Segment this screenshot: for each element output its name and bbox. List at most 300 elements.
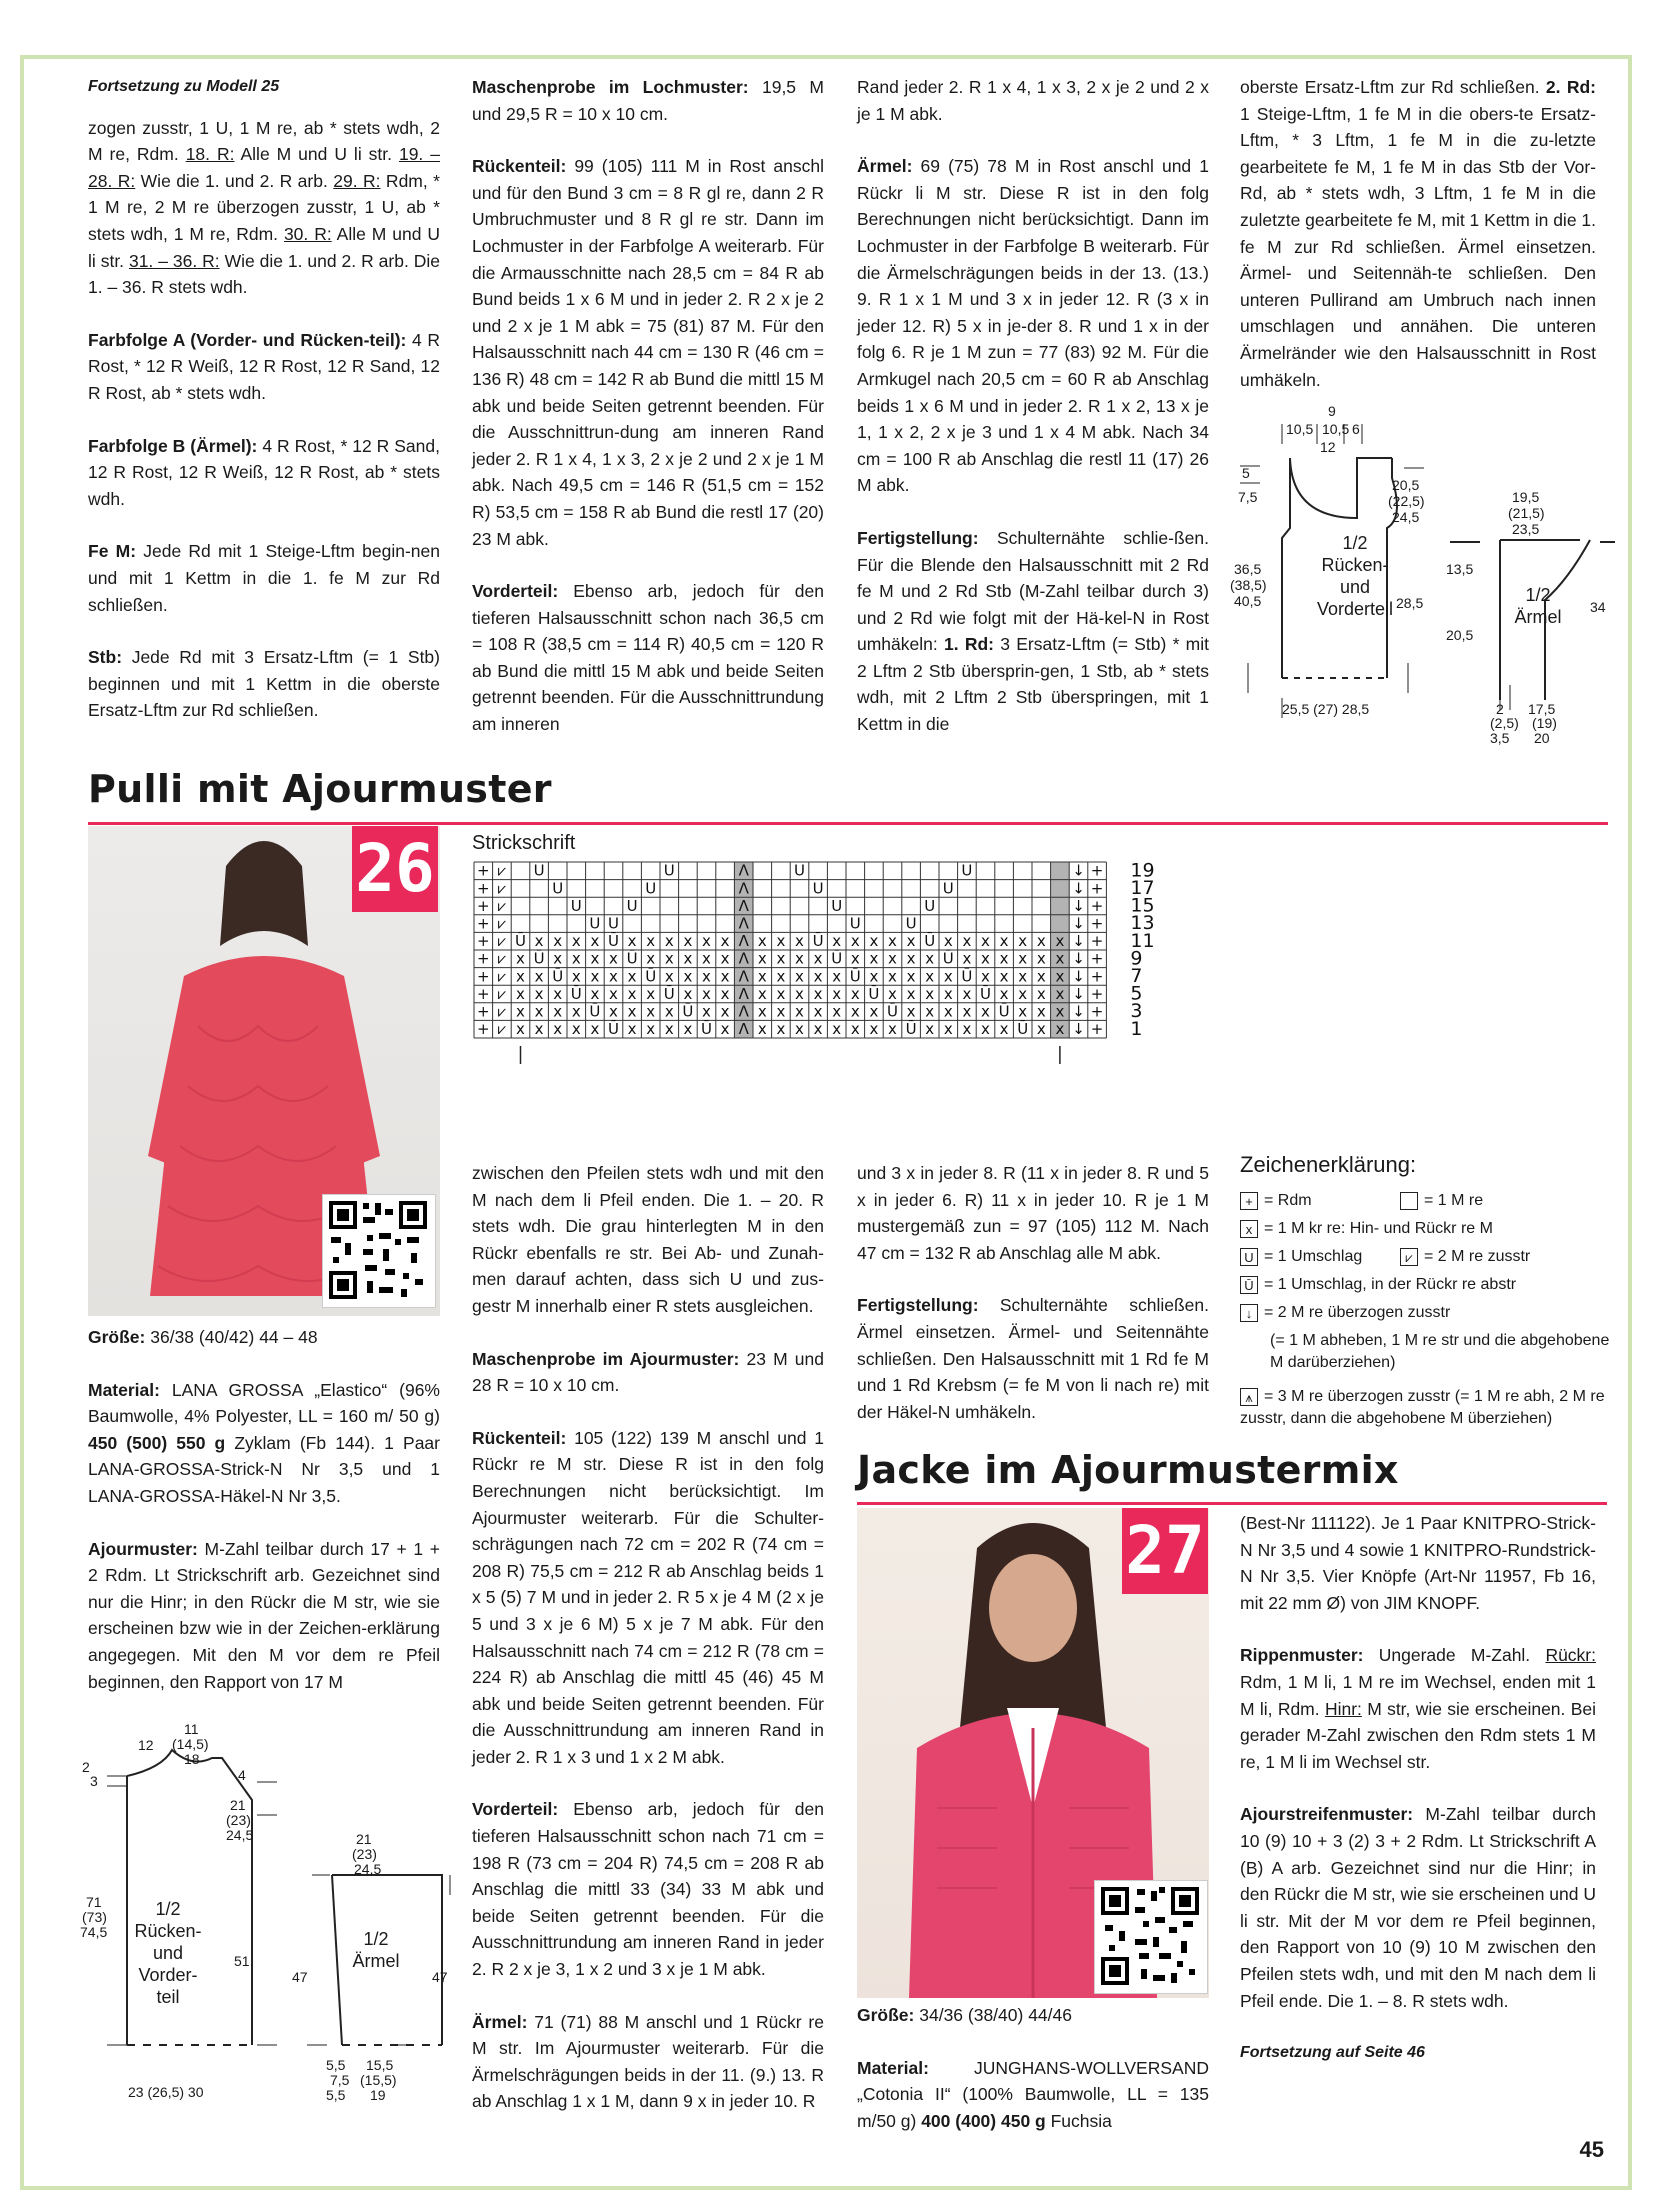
chart-symbol: Ū (1017, 1020, 1029, 1039)
edge-stitch-symbol: + (1240, 1192, 1258, 1210)
chart-symbol: Ū (812, 932, 824, 951)
chart-symbol: U (905, 914, 917, 933)
s26s-b6: 19 (370, 2087, 386, 2103)
chart-symbol: + (1090, 861, 1104, 880)
page-number: 45 (1579, 2137, 1604, 2162)
chart-symbol: x (981, 949, 990, 968)
schema-label: 1/2 Rücken- und Vorderteil (1316, 533, 1394, 619)
chart-symbol: + (1090, 879, 1104, 898)
chart-symbol: + (477, 932, 490, 951)
knit-symbol (1400, 1192, 1418, 1210)
legend-kr: x = 1 M kr re: Hin- und Rückr re M (1240, 1218, 1493, 1240)
aermel-25: Ärmel: 69 (75) 78 M in Rost anschl und 1 Rückr li M str. Diese R ist in den folg Berechnungen nicht berücksichtigt. Dann im Lochmuster in der Farbfolge B weiterarb. Für die Ärmelschrägungen beids in der 13. (13.) 9. R 1 x 1 M und 3 x in jeder 12. R (3 x in jeder 12. R) 5 x in je-der 8. R und 1 x in der folg 6. R je 1 M zun = 77 (83) 92 M. Für die Armkugel nach 20,5 cm = 60 R ab Anschlag beids 1 x 6 M und in jeder 2. R 1 x 2, 13 x je 1, 1 x 2, 2 x je 3 und 1 x 4 M abk. Nach 34 cm = 100 R ab Anschlag die restl 11 (17) 26 M abk. (857, 156, 1209, 496)
chart-symbol: x (720, 984, 730, 1003)
chart-row-number: 19 (1130, 860, 1155, 882)
s26-l2: 3 (90, 1773, 98, 1789)
s26s-r: 47 (432, 1969, 448, 1985)
chart-symbol: x (1036, 932, 1046, 951)
col2-top (472, 74, 824, 764)
dim-bottom: 25,5 (27) 28,5 (1282, 701, 1370, 717)
dim-top5: 12 (1320, 439, 1336, 455)
chart-symbol: x (981, 1002, 990, 1021)
sleeve25-t1: 19,5 (1512, 489, 1540, 505)
chart-symbol: x (795, 967, 804, 986)
sleeve25-l1: 13,5 (1446, 561, 1474, 577)
chart-symbol: x (850, 932, 860, 951)
chart-symbol: Ū (961, 967, 973, 986)
farbfolge-b: Farbfolge B (Ärmel): 4 R Rost, * 12 R Sand, 12 R Rost, 12 R Weiß, 12 R Rost, ab * stets wdh. (88, 435, 440, 509)
chart-symbol: + (477, 1020, 490, 1039)
chart-symbol: x (776, 967, 786, 986)
chart-symbol: + (1090, 896, 1104, 915)
chart-symbol: + (1090, 984, 1104, 1003)
sk2p-symbol: ⩚ (1240, 1388, 1258, 1406)
legend-rdm: + = Rdm (1240, 1190, 1312, 1212)
col4-top (1240, 74, 1596, 419)
chart-symbol: ↓ (1072, 949, 1085, 968)
rueckenteil-25: Rückenteil: 99 (105) 111 M in Rost anschl und für den Bund 3 cm = 8 R gl re, dann 2 R Umbruchmuster und 8 R gl re str. Dann im Lochmuster in der Farbfolge A weiterarb. Für die Armausschnitte nach 28,5 cm = 84 R ab Bund beids 1 x 6 M und in jeder 2. R 2 x je 2 und 2 x je 1 M abk = 75 (81) 87 M. Für den Halsausschnitt nach 44 cm = 130 R (46 cm = 136 R) 48 cm = 142 R ab Bund die mittl 15 M abk und beide Seiten getrennt beenden. Für die Ausschnittrun-dung am inneren Rand jeder 2. R 1 x 4, 1 x 3, 2 x je 2 und 2 x je 1 M abk. Nach 49,5 cm = 146 R (51,5 cm = 152 R) 53,5 cm = 158 R ab Bund die restl 17 (20) 23 M abk. (472, 156, 824, 549)
chart-row-number: 5 (1130, 982, 1143, 1005)
chart-title: Strickschrift (472, 832, 576, 854)
chart-symbol: x (571, 1002, 581, 1021)
chart-symbol: + (477, 1002, 490, 1021)
chart-symbol: x (981, 932, 990, 951)
sleeve25-t3: 23,5 (1512, 521, 1540, 537)
rapport-text: zwischen den Pfeilen stets wdh und mit den M nach dem li Pfeil enden. Die 1. – 20. R stets wdh. Die grau hinterlegten M in den Rückr ebenfalls re str. Bei Ab- und Zunah-men darauf achten, dass sich U und zus-gestr M innerhalb einer R stets ausgleichen. (472, 1163, 824, 1316)
chart-symbol: U (645, 879, 657, 898)
chart-symbol: x (962, 949, 972, 968)
s26s-b2: 7,5 (330, 2072, 350, 2088)
s26-l3: 71 (86, 1894, 102, 1910)
col1-top (88, 74, 440, 750)
chart-symbol: U (942, 879, 954, 898)
dim-top3: 10,5 (1322, 421, 1350, 437)
chart-symbol: x (664, 1002, 674, 1021)
chart-symbol: x (516, 949, 525, 968)
chart-symbol: x (1036, 984, 1046, 1003)
chart-row-number: 17 (1130, 877, 1155, 900)
legend-ueb: ↓ = 2 M re überzogen zusstr (1240, 1302, 1450, 1324)
s26-t1: 11 (184, 1721, 199, 1737)
chart-symbol: x (720, 1020, 730, 1039)
chart-symbol: x (962, 1020, 972, 1039)
chart-symbol: ↓ (1072, 1002, 1085, 1021)
chart-symbol: x (757, 1020, 767, 1039)
chart-symbol: U (812, 879, 824, 898)
maschenprobe-26: Maschenprobe im Ajourmuster: 23 M und 28 R = 10 x 10 cm. (472, 1348, 824, 1396)
chart-symbol: x (609, 949, 618, 968)
chart-symbol: x (962, 1002, 972, 1021)
legend-ueb-note: (= 1 M abheben, 1 M re str und die abgehobene M darüberziehen) (1270, 1332, 1610, 1371)
chart-symbol: x (571, 1020, 581, 1039)
chart-row-number: 9 (1130, 947, 1143, 970)
chart-symbol: x (720, 967, 730, 986)
chart-symbol: Ū (942, 949, 954, 968)
k2tog-symbol: ⩗ (1400, 1248, 1418, 1266)
chart-symbol: x (646, 984, 656, 1003)
s26-t3: 18 (184, 1751, 200, 1767)
ajourmuster-26: Ajourmuster: M-Zahl teilbar durch 17 + 1 + 2 Rdm. Lt Strickschrift arb. Gezeichnet sind nur die Hinr; in den Rückr die M str, wie sie erscheinen bzw wie in der Zeichen-erklärung angegegen. Mit den M vor dem re Pfeil beginnen, den Rapport von 17 M (88, 1538, 440, 1692)
qr-code-27-image (1095, 1881, 1205, 1991)
chart-symbol: x (943, 1002, 953, 1021)
chart-symbol: x (943, 984, 953, 1003)
chart-symbol: x (925, 984, 935, 1003)
chart-grey-cell (1051, 915, 1070, 933)
chart-symbol: x (702, 967, 711, 986)
chart-symbol: U (533, 861, 545, 880)
chart-grey-cell (1051, 862, 1070, 880)
chart-symbol: Λ (738, 861, 749, 880)
chart-symbol: x (516, 967, 525, 986)
rueckenteil-26: Rückenteil: 105 (122) 139 M anschl und 1 Rückr re M str. Diese R ist in den folg Berechnungen nicht berücksichtigt. Im Ajourmuster weiterarb. Für die Schulter-schrägungen nach 72 cm = 202 R (74 cm = 208 R) 75,5 cm = 212 R ab Anschlag beids 1 x 5 (5) 7 M und in jeder 2. R 5 x je 4 M (2 x je 5 und 3 x je 6 M) 5 x je 7 M abk. Für den Halsausschnitt nach 74 cm = 212 R (78 cm = 224 R) ab Anschlag die mittl 45 (46) 45 M abk und beide Seiten getrennt beenden. Für die Ausschnittrundung am inneren Rand in jeder 2. R 1 x 3 und 1 x 2 M abk. (472, 1427, 824, 1767)
chart-symbol: x (906, 984, 916, 1003)
chart-symbol: x (832, 1020, 842, 1039)
chart-symbol: x (646, 1020, 656, 1039)
chart-symbol: x (813, 949, 823, 968)
fertigstellung-25: Fertigstellung: Schulternähte schlie-ßen. Für die Blende den Halsausschnitt mit 2 Rd fe M und 2 Rd Stb (M-Zahl teilbar durch 3) und 2 Rd wie folgt mit der Hä-kel-N in Rost umhäkeln: 1. Rd: 3 Ersatz-Lftm (= Stb) * mit 2 Lftm 2 Stb übersprin-gen, 1 Stb, ab * stets wdh, mit 2 Lftm 2 Stb überspringen, mit 1 Kettm in die (857, 527, 1209, 735)
chart-symbol: x (813, 1002, 823, 1021)
chart-symbol: ↓ (1072, 1020, 1085, 1039)
chart-symbol: U (608, 914, 619, 933)
chart-symbol: x (943, 967, 953, 986)
chart-row-number: 1 (1130, 1017, 1143, 1040)
chart-symbol: x (795, 1020, 804, 1039)
legend-re: = 1 M re (1400, 1190, 1483, 1212)
chart-symbol: U (663, 861, 675, 880)
chart-symbol: x (832, 1002, 842, 1021)
s26s-b4: 15,5 (366, 2057, 394, 2073)
chart-symbol: ↓ (1072, 896, 1085, 915)
chart-symbol: x (571, 932, 581, 951)
chart-symbol: Ū (887, 1002, 898, 1021)
chart-symbol: + (477, 896, 490, 915)
chart-symbol: x (1055, 984, 1065, 1003)
s26s-t2: (23) (352, 1846, 377, 1862)
chart-symbol: x (795, 932, 804, 951)
chart-symbol: x (1036, 1002, 1046, 1021)
chart-symbol: x (869, 949, 879, 968)
chart-symbol: Λ (738, 879, 749, 898)
chart-symbol: x (627, 932, 637, 951)
chart-symbol: x (590, 932, 600, 951)
chart-symbol: ↓ (1072, 861, 1085, 880)
chart-symbol: U (794, 861, 805, 880)
chart-symbol: Ū (682, 1002, 694, 1021)
s26s-b5: (15,5) (360, 2072, 397, 2088)
chart-symbol: x (720, 949, 730, 968)
size-27: Größe: 34/36 (38/40) 44/46 (857, 2005, 1072, 2025)
chart-symbol: x (1018, 984, 1028, 1003)
chart-symbol: x (590, 984, 600, 1003)
sleeve25-b4: 17,5 (1528, 701, 1556, 717)
chart-symbol: + (477, 967, 490, 986)
chart-symbol: x (925, 967, 935, 986)
chart-row-number: 3 (1130, 1000, 1143, 1023)
chart-symbol: Λ (738, 967, 749, 986)
chart-symbol: ⩗ (497, 967, 507, 986)
chart-symbol: x (720, 1002, 730, 1021)
chart-symbol: x (888, 949, 897, 968)
chart-symbol: x (646, 949, 656, 968)
farbfolge-a: Farbfolge A (Vorder- und Rücken-teil): 4 R Rost, * 12 R Weiß, 12 R Rost, 12 R Sand, 12 R Rost, ab * stets wdh. (88, 329, 440, 403)
chart-symbol: x (1018, 1002, 1028, 1021)
chart-symbol: x (943, 932, 953, 951)
chart-symbol: x (571, 967, 581, 986)
chart-symbol: + (477, 914, 490, 933)
chart-symbol: x (888, 932, 897, 951)
m27-col3 (857, 2002, 1209, 2160)
s26s-label: 1/2 Ärmel (352, 1929, 400, 1971)
chart-symbol: Ū (570, 984, 582, 1003)
chart-symbol: x (962, 984, 972, 1003)
chart-symbol: Ū (515, 932, 526, 951)
dim-l1: 5 (1242, 465, 1250, 481)
chart-symbol: x (757, 949, 767, 968)
chart-symbol: x (627, 1002, 637, 1021)
chart-symbol: Ū (998, 1002, 1010, 1021)
chart-symbol: Ū (980, 984, 991, 1003)
chart-symbol: x (1055, 1002, 1065, 1021)
s26-r2: 21 (230, 1797, 246, 1813)
fertigstellung-26: Fertigstellung: Schulternähte schließen. Ärmel einsetzen. Ärmel- und Seitennähte schließen. Den Halsausschnitt mit 1 Rd fe M und 1 Rd Krebsm (= fe M von li nach re) mit der Häkel-N umhäkeln. (857, 1295, 1209, 1422)
chart-symbol: + (477, 984, 490, 1003)
legend-u2: Ū = 1 Umschlag, in der Rückr re abstr (1240, 1274, 1516, 1296)
dim-l2: 7,5 (1238, 489, 1258, 505)
chart-symbol: U (570, 896, 582, 915)
col3-top (857, 74, 1209, 764)
chart-symbol: Ū (868, 984, 880, 1003)
s26s-l: 47 (292, 1969, 308, 1985)
chart-symbol: + (477, 949, 490, 968)
chart-symbol: x (1055, 1020, 1065, 1039)
chart-symbol: x (757, 984, 767, 1003)
chart-symbol: x (702, 949, 711, 968)
chart-symbol: x (534, 932, 544, 951)
chart-symbol: Ū (831, 949, 843, 968)
qr-code-27 (1094, 1880, 1208, 1994)
chart-symbol: x (999, 932, 1009, 951)
chart-symbol: x (795, 949, 804, 968)
chart-symbol: Ū (608, 932, 619, 951)
chart-row-number: 7 (1130, 965, 1143, 988)
chart-symbol: x (943, 1020, 953, 1039)
chart-symbol: Ū (533, 949, 545, 968)
chart-symbol: x (850, 1020, 860, 1039)
chart-symbol: Ū (552, 967, 564, 986)
sleeve25-b2: (2,5) (1490, 715, 1519, 731)
chart-symbol: x (925, 949, 935, 968)
chart-symbol: Ū (905, 1020, 917, 1039)
dim-r1: 20,5 (1392, 477, 1420, 493)
dim-l3: 36,5 (1234, 561, 1262, 577)
rippenmuster-27: Rippenmuster: Ungerade M-Zahl. Rückr: Rdm, 1 M li, 1 M re im Wechsel, enden mit 1 M li, Rdm. Hinr: M str, wie sie erscheinen. Bei gerader M-Zahl zwischen den Rdm stets 1 M re, 1 M li im Wechsel str. (1240, 1645, 1596, 1772)
chart-symbol: x (664, 967, 674, 986)
chart-symbol: x (646, 1002, 656, 1021)
s26-label: 1/2 Rücken- und Vorder- teil (134, 1899, 202, 2007)
chart-symbol: x (813, 984, 823, 1003)
pattern-rows-text: zogen zusstr, 1 U, 1 M re, ab * stets wdh, 2 M re, Rdm. 18. R: Alle M und U li str. 19. – 28. R: Wie die 1. und 2. R arb. 29. R: Rdm, * 1 M re, 2 M re überzogen zusstr, 1 U, ab * stets wdh, 1 M re, Rdm. 30. R: Alle M und U li str. 31. – 36. R: Wie die 1. und 2. R arb. Die 1. – 36. R stets wdh. (88, 117, 440, 298)
s26s-t1: 21 (356, 1831, 372, 1847)
chart-symbol: x (553, 1002, 563, 1021)
chart-symbol: x (888, 984, 897, 1003)
s26-r5: 51 (234, 1953, 250, 1969)
chart-symbol: x (776, 932, 786, 951)
chart-symbol: x (553, 1020, 563, 1039)
m27-col4 (1240, 1510, 1596, 2067)
dim-l4: (38,5) (1230, 577, 1267, 593)
knitting-chart (470, 860, 1470, 1110)
chart-symbol: ⩗ (497, 932, 507, 951)
chart-symbol: ⩗ (497, 1002, 507, 1021)
chart-symbol: x (646, 932, 656, 951)
chart-symbol: Ū (701, 1020, 712, 1039)
ajourstreifen-27: Ajourstreifenmuster: M-Zahl teilbar durch 10 (9) 10 + 3 (2) 3 + 2 Rdm. Lt Strickschrift A (B) A arb. Gezeichnet sind nur die Hinr; in den Rückr die M str, wie sie erscheinen und U li str. Mit der M vor dem re Pfeil beginnen, den Rapport von 10 (9) 10 M zwischen den Pfeilen stets wdh, und mit den M nach dem li Pfeil ende. Die 1. – 8. R stets wdh. (1240, 1804, 1596, 2011)
chart-symbol: x (664, 949, 674, 968)
chart-symbol: x (534, 984, 544, 1003)
material-27-cont: (Best-Nr 111122). Je 1 Paar KNITPRO-Strick-N Nr 3,5 und 4 sowie 1 KNITPRO-Rundstrick-N Nr 3,5. Vier Knöpfe (Art-Nr 11957, Fb 16, mit 22 mm Ø) von JIM KNOPF. (1240, 1513, 1596, 1613)
sleeve25-b6: 20 (1534, 730, 1550, 746)
chart-symbol: x (906, 932, 916, 951)
chart-symbol: Λ (738, 914, 749, 933)
fe-m-text: Fe M: Jede Rd mit 1 Steige-Lftm begin-nen und mit 1 Kettm in die 1. fe M zur Rd schließen. (88, 541, 440, 615)
model-26-title: Pulli mit Ajourmuster (88, 767, 552, 811)
chart-symbol: + (1090, 967, 1104, 986)
chart-symbol: x (627, 967, 637, 986)
s26-t4: 12 (138, 1737, 154, 1753)
chart-symbol: x (869, 1020, 879, 1039)
vorderteil-26: Vorderteil: Ebenso arb, jedoch für den tieferen Halsausschnitt schon nach 71 cm = 198 R (73 cm = 204 R) 74,5 cm = 208 R ab Anschlag die mittl 33 (34) 33 M abk und beide Seiten getrennt beenden. Für die Ausschnittrundung am inneren Rand in jeder 2. R 2 x je 3, 1 x 2 und 3 x je 1 M abk. (472, 1799, 824, 1980)
maschenprobe-lochmuster: Maschenprobe im Lochmuster: 19,5 M und 29,5 R = 10 x 10 cm. (472, 77, 824, 124)
chart-symbol: x (702, 984, 711, 1003)
chart-symbol: + (477, 861, 490, 880)
chart-symbol: U (849, 914, 861, 933)
chart-symbol: x (590, 967, 600, 986)
chart-symbol: x (553, 932, 563, 951)
m26-col3 (857, 1160, 1209, 1451)
chart-symbol: x (813, 967, 823, 986)
model-27-number: 27 (1122, 1508, 1208, 1594)
model-26-rule (88, 822, 1608, 825)
chart-symbol: x (776, 1002, 786, 1021)
vorderteil-25: Vorderteil: Ebenso arb, jedoch für den tieferen Halsausschnitt schon nach 36,5 cm = 108 R (38,5 cm = 114 R) 40,5 cm = 120 R ab Bund die mittl 15 M abk und beide Seiten getrennt beenden. Für die Ausschnittrundung am inneren (472, 581, 824, 735)
chart-symbol: ⩗ (497, 861, 507, 880)
chart-symbol: x (590, 949, 600, 968)
chart-symbol: Λ (738, 1002, 749, 1021)
chart-symbol: x (906, 1002, 916, 1021)
chart-symbol: x (627, 984, 637, 1003)
chart-symbol: x (664, 1020, 674, 1039)
s26-t2: (14,5) (172, 1736, 209, 1752)
chart-row-number: 11 (1130, 929, 1155, 952)
model-27-title: Jacke im Ajourmustermix (857, 1448, 1399, 1492)
chart-symbol: x (813, 1020, 823, 1039)
chart-symbol: x (1036, 1020, 1046, 1039)
chart-symbol: Ū (663, 984, 675, 1003)
chart-symbol: x (850, 949, 860, 968)
fertigstellung-25-cont: oberste Ersatz-Lftm zur Rd schließen. 2. Rd: 1 Steige-Lftm, 1 fe M in die obers-te Ersatz-Lftm, * 3 Lftm, 1 fe M in die zu-letzte gearbeitete fe M, 1 fe M in das Stb der Vor-Rd, ab * stets wdh, 3 Lftm, 1 fe M in die zuletzte gearbeitete fe M, mit 1 Kettm in die 1. fe M zur Rd schließen. Ärmel einsetzen. Ärmel- und Seitennäh-te schließen. Den unteren Pullirand am Umbruch nach innen umschlagen und annähen. Die unteren Ärmelränder wie den Halsausschnitt in Rost umhäkeln. (1240, 77, 1597, 390)
chart-symbol: x (999, 984, 1009, 1003)
chart-symbol: + (1090, 914, 1104, 933)
ssk-symbol: ↓ (1240, 1304, 1258, 1322)
sleeve25-label: 1/2 Ärmel (1514, 585, 1562, 627)
chart-symbol: x (999, 1020, 1009, 1039)
s26-r3: (23) (226, 1812, 251, 1828)
dim-r2: (22,5) (1388, 493, 1425, 509)
s26s-b1: 5,5 (326, 2057, 346, 2073)
chart-symbol: x (534, 1002, 544, 1021)
chart-symbol: ↓ (1072, 879, 1085, 898)
legend-3zus: ⩚ = 3 M re überzogen zusstr (= 1 M re abh, 2 M re zusstr, dann die abgehobene M überziehen) (1240, 1388, 1605, 1427)
chart-symbol: x (1018, 949, 1028, 968)
chart-symbol: Ū (626, 949, 638, 968)
chart-symbol: Λ (738, 984, 749, 1003)
sleeve25-l2: 20,5 (1446, 627, 1474, 643)
chart-symbol: U (831, 896, 843, 915)
s26s-t3: 24,5 (354, 1861, 382, 1877)
legend-u: U = 1 Umschlag (1240, 1246, 1362, 1268)
size-26: Größe: 36/38 (40/42) 44 – 48 (88, 1327, 318, 1347)
model-26-number: 26 (352, 826, 438, 912)
chart-symbol: x (906, 949, 916, 968)
chart-symbol: Λ (738, 1020, 749, 1039)
chart-symbol: Λ (738, 896, 749, 915)
chart-symbol: x (981, 967, 990, 986)
chart-symbol: x (683, 984, 693, 1003)
chart-symbol: x (609, 1002, 618, 1021)
chart-symbol: x (1036, 949, 1046, 968)
chart-symbol: + (1090, 932, 1104, 951)
chart-symbol: ↓ (1072, 967, 1085, 986)
chart-symbol: x (516, 1002, 525, 1021)
chart-symbol: ⩗ (497, 949, 507, 968)
s26-l4: (73) (82, 1909, 107, 1925)
chart-symbol: ⩗ (497, 896, 507, 915)
chart-symbol: ↓ (1072, 932, 1085, 951)
m26-col2 (472, 1160, 824, 2141)
chart-symbol: + (1090, 1002, 1104, 1021)
chart-symbol: ⩗ (497, 984, 507, 1003)
aermel-26: Ärmel: 71 (71) 88 M anschl und 1 Rückr re M str. Im Ajourmuster weiterarb. Für die Ärmelschrägungen beids in der 11. (9.) 13. R ab Anschlag 1 x 1 M, dann 9 x in jeder 10. R (472, 2011, 824, 2112)
chart-symbol: + (1090, 949, 1104, 968)
chart-symbol: x (850, 1002, 860, 1021)
chart-symbol: x (962, 932, 972, 951)
dim-l5: 40,5 (1234, 593, 1262, 609)
chart-symbol: x (683, 932, 693, 951)
chart-symbol: Ū (645, 967, 657, 986)
chart-symbol: x (776, 949, 786, 968)
chart-symbol: x (683, 1020, 693, 1039)
dim-top: 9 (1328, 403, 1336, 419)
chart-symbol: x (925, 1020, 935, 1039)
chart-symbol: x (888, 1020, 897, 1039)
dim-top2: 10,5 (1286, 421, 1314, 437)
chart-grey-cell (1051, 880, 1070, 898)
chart-symbol: x (1018, 932, 1028, 951)
chart-symbol: Ū (608, 1020, 619, 1039)
chart-symbol: Λ (738, 932, 749, 951)
chart-symbol: U (552, 879, 564, 898)
s26-bottom: 23 (26,5) 30 (128, 2084, 204, 2100)
dim-top4: 6 (1352, 421, 1360, 437)
chart-symbol: x (1036, 967, 1046, 986)
chart-symbol: x (795, 1002, 804, 1021)
chart-symbol: ↓ (1072, 914, 1085, 933)
chart-symbol: x (720, 932, 730, 951)
chart-symbol: x (516, 984, 525, 1003)
yarn-over-knit-symbol: Ū (1240, 1276, 1258, 1294)
continuation-header: Fortsetzung zu Modell 25 (88, 78, 280, 95)
sleeve25-b3: 3,5 (1490, 730, 1510, 746)
